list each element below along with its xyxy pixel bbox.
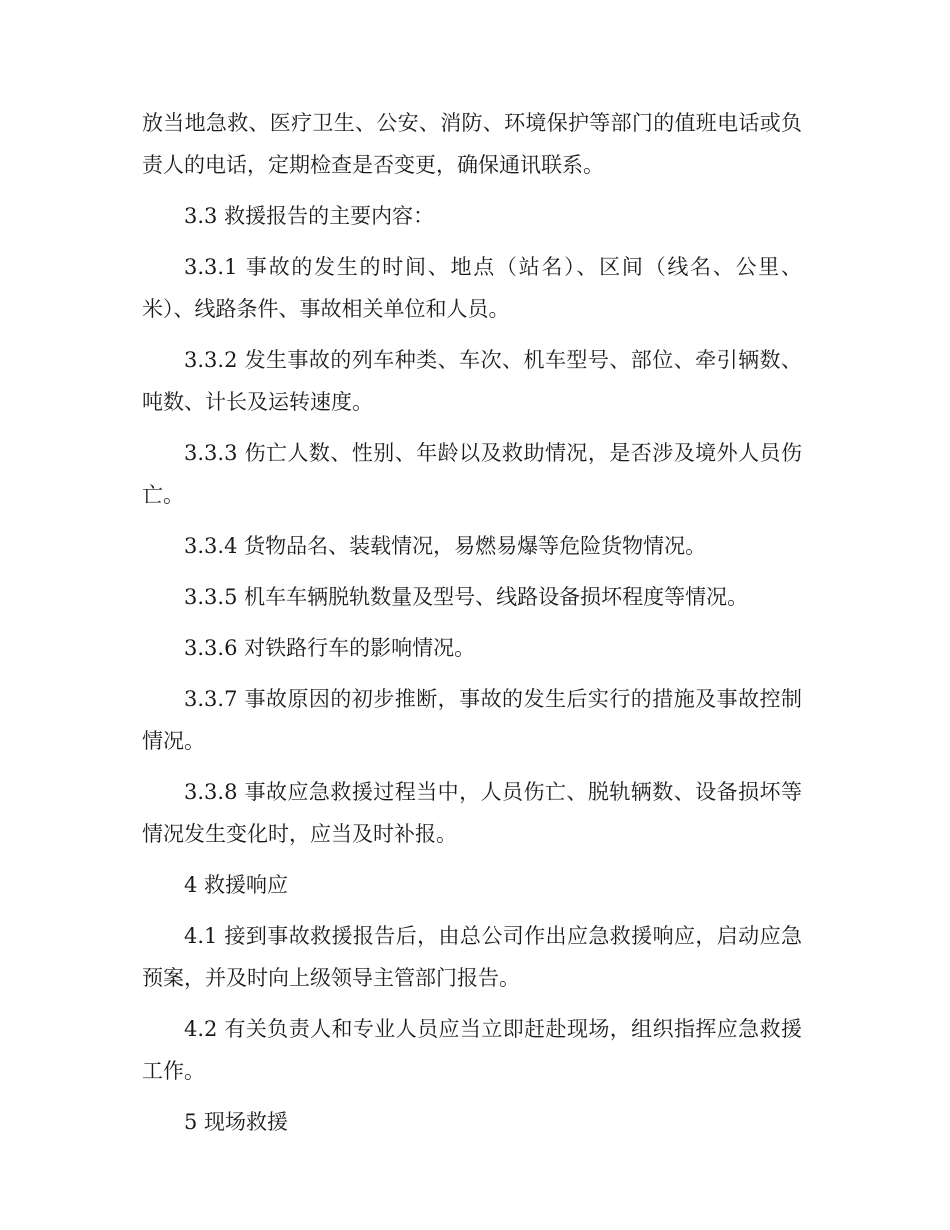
paragraph-3-3-8: 3.3.8 事故应急救援过程当中，人员伤亡、脱轨辆数、设备损坏等情况发生变化时，应当及时补报。	[142, 780, 802, 846]
paragraph-4-1: 4.1 接到事故救援报告后，由总公司作出应急救援响应，启动应急预案，并及时向上级领导主管部门报告。	[142, 924, 802, 990]
paragraph-3-3-5: 3.3.5 机车车辆脱轨数量及型号、线路设备损坏程度等情况。	[184, 585, 749, 609]
paragraph-3-3-4: 3.3.4 货物品名、装载情况，易燃易爆等危险货物情况。	[184, 534, 707, 558]
paragraph-continuation: 放当地急救、医疗卫生、公安、消防、环境保护等部门的值班电话或负责人的电话，定期检查是否变更，确保通讯联系。	[142, 111, 802, 177]
paragraph-3-3-7: 3.3.7 事故原因的初步推断，事故的发生后实行的措施及事故控制情况。	[142, 687, 802, 753]
document-body	[142, 102, 802, 1152]
paragraph-4-2: 4.2 有关负责人和专业人员应当立即赶赴现场，组织指挥应急救援工作。	[142, 1017, 802, 1083]
paragraph-3-3-3: 3.3.3 伤亡人数、性别、年龄以及救助情况，是否涉及境外人员伤亡。	[142, 441, 802, 507]
section-heading-5: 5 现场救援	[184, 1110, 289, 1134]
section-heading-4: 4 救援响应	[184, 873, 289, 897]
section-heading-3-3: 3.3 救援报告的主要内容：	[184, 204, 435, 228]
paragraph-3-3-1: 3.3.1 事故的发生的时间、地点（站名）、区间（线名、公里、米）、线路条件、事故相关单位和人员。	[142, 255, 802, 321]
paragraph-3-3-2: 3.3.2 发生事故的列车种类、车次、机车型号、部位、牵引辆数、吨数、计长及运转速度。	[142, 348, 802, 414]
paragraph-3-3-6: 3.3.6 对铁路行车的影响情况。	[184, 636, 476, 660]
